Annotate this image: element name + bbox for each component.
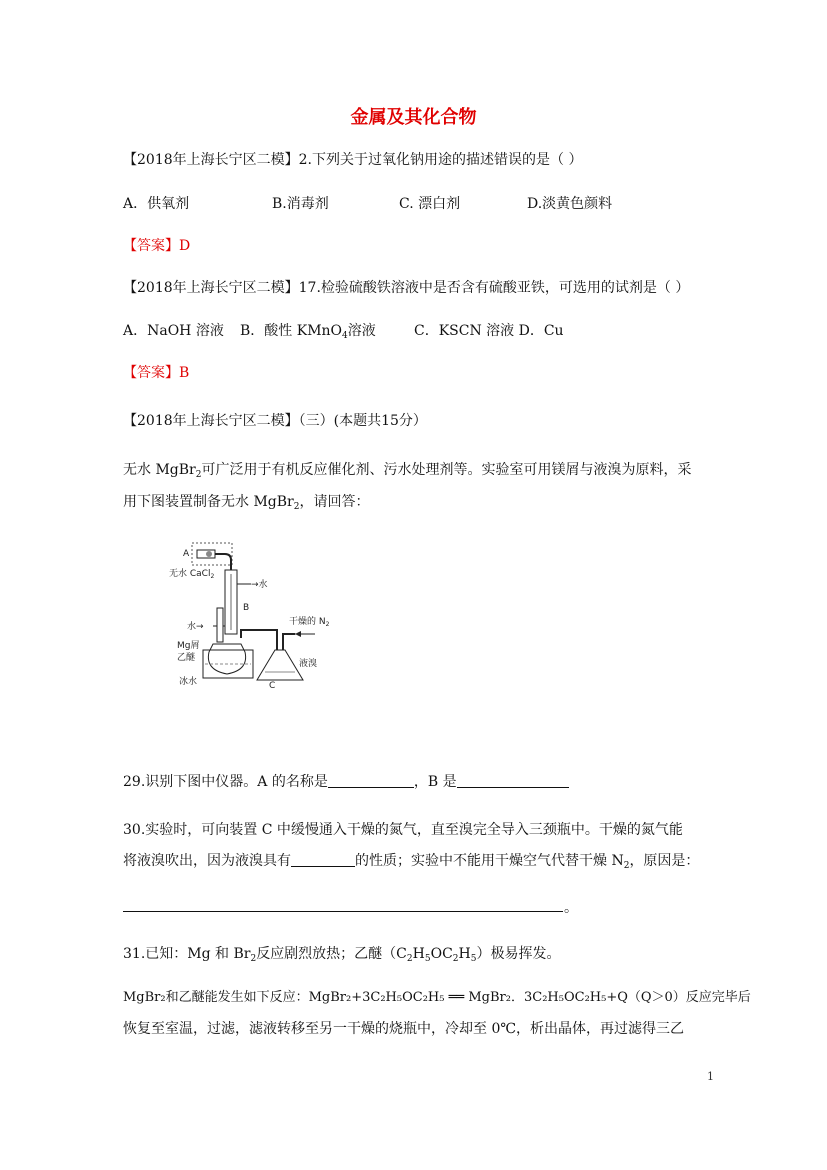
ether-label: 乙醚 — [177, 653, 196, 663]
subscript: 2 — [293, 502, 300, 512]
formula-part: H — [458, 946, 471, 962]
subscript: 5 — [424, 954, 431, 964]
intro-text: 用下图装置制备无水 MgBr — [123, 494, 294, 510]
liquid-bromine-label: 液溴 — [299, 659, 318, 669]
answer-line — [123, 363, 189, 383]
question-2-stem — [123, 150, 582, 170]
answer-line — [123, 236, 190, 256]
label-a: A — [183, 549, 190, 559]
formula-part: OC — [430, 946, 453, 962]
intro-text-end: ，请回答： — [299, 494, 370, 510]
section-header: 【2018年上海长宁区二模】（三）(本题共15分） — [123, 413, 427, 429]
option-b — [240, 321, 376, 341]
dry-n2-text: 干燥的 N — [289, 617, 326, 627]
question-17-stem — [123, 278, 689, 298]
subscript: 2 — [452, 954, 459, 964]
answer-blank-b[interactable] — [457, 773, 569, 788]
cacl2-label — [169, 567, 214, 580]
question-text-mid: 的性质；实验中不能用干燥空气代替干燥 N — [355, 853, 624, 869]
answer-value: D — [179, 238, 191, 254]
ice-water-label: 冰水 — [179, 677, 198, 687]
question-text: 31.已知：Mg 和 Br — [123, 946, 251, 962]
dry-n2-label — [289, 615, 330, 628]
question-30-line-1: 30.实验时，可向装置 C 中缓慢通入干燥的氮气，直至溴完全导入三颈瓶中。干燥的氮气能 — [123, 822, 683, 838]
answer-blank-reason[interactable] — [123, 911, 563, 912]
answer-label: 【答案】 — [123, 365, 179, 381]
side-neck — [217, 608, 223, 642]
cacl2-text: 无水 CaCl — [169, 569, 211, 579]
subscript: 2 — [623, 861, 630, 871]
intro-line-1 — [123, 460, 691, 480]
reaction-line-2: 恢复至室温，过滤，滤液转移至另一干燥的烧瓶中，冷却至 0℃，析出晶体，再过滤得三乙 — [123, 1021, 685, 1037]
intro-text-end: 可广泛用于有机反应催化剂、污水处理剂等。实验室可用镁屑与液溴为原料，采 — [201, 462, 692, 478]
question-source: 【2018年上海长宁区二模】 — [123, 152, 299, 168]
cacl2-subscript: 2 — [210, 573, 215, 580]
subscript: 2 — [250, 954, 257, 964]
option-b: B.消毒剂 — [272, 196, 329, 212]
transfer-tube — [241, 630, 277, 658]
three-neck-flask — [208, 644, 245, 674]
mg-label: Mg屑 — [177, 641, 200, 651]
option-d: D.淡黄色颜料 — [527, 196, 613, 212]
question-text-mid: 反应剧烈放热；乙醚（C — [256, 946, 407, 962]
option-c-d: C．KSCN 溶液 D．Cu — [414, 323, 564, 339]
question-30-line-2 — [123, 851, 699, 871]
option-c: C. 漂白剂 — [399, 196, 461, 212]
option-a: A．NaOH 溶液 — [123, 323, 224, 339]
subscript: 2 — [406, 954, 413, 964]
question-source: 【2018年上海长宁区二模】 — [123, 280, 299, 296]
question-31 — [123, 944, 560, 964]
question-text-end: ，原因是： — [629, 853, 700, 869]
connector-tube — [215, 554, 231, 570]
question-text: 将液溴吹出，因为液溴具有 — [123, 853, 291, 869]
apparatus-diagram — [165, 540, 365, 690]
question-text: 17.检验硫酸铁溶液中是否含有硫酸亚铁，可选用的试剂是（ ） — [298, 280, 690, 296]
page-number: 1 — [707, 1070, 714, 1083]
subscript: 5 — [470, 954, 477, 964]
option-a: A．供氧剂 — [123, 196, 190, 212]
subscript: 4 — [342, 331, 348, 341]
answer-label: 【答案】 — [123, 238, 179, 254]
question-text-end: ）极易挥发。 — [476, 946, 561, 962]
option-b-text: B．酸性 KMnO — [240, 323, 343, 339]
intro-text: 无水 MgBr — [123, 462, 196, 478]
cacl2-granules — [206, 551, 212, 557]
option-b-text-end: 溶液 — [347, 323, 376, 339]
arrow-head — [295, 631, 301, 637]
formula-part: H — [412, 946, 425, 962]
question-text: 29.识别下图中仪器。A 的名称是 — [123, 774, 328, 790]
period-mark: 。 — [564, 900, 578, 916]
answer-blank-a[interactable] — [328, 773, 414, 788]
water-out-label: →水 — [251, 580, 268, 590]
label-b: B — [243, 603, 250, 613]
dry-n2-subscript: 2 — [325, 621, 330, 628]
question-text-mid: ，B 是 — [413, 774, 457, 790]
label-c: C — [269, 681, 276, 690]
answer-value: B — [179, 365, 190, 381]
question-text: 2.下列关于过氧化钠用途的描述错误的是（ ） — [298, 152, 583, 168]
answer-blank-property[interactable] — [291, 852, 355, 867]
water-in-label: 水→ — [187, 622, 204, 632]
conical-flask-c — [257, 650, 303, 680]
intro-line-2 — [123, 492, 369, 512]
reaction-line-1: MgBr₂和乙醚能发生如下反应：MgBr₂+3C₂H₅OC₂H₅ ══ MgBr₂．3C₂H₅OC₂H₅+Q（Q＞0）反应完毕后 — [123, 990, 751, 1005]
subscript: 2 — [195, 470, 202, 480]
page-title: 金属及其化合物 — [350, 107, 477, 128]
question-29 — [123, 772, 569, 792]
